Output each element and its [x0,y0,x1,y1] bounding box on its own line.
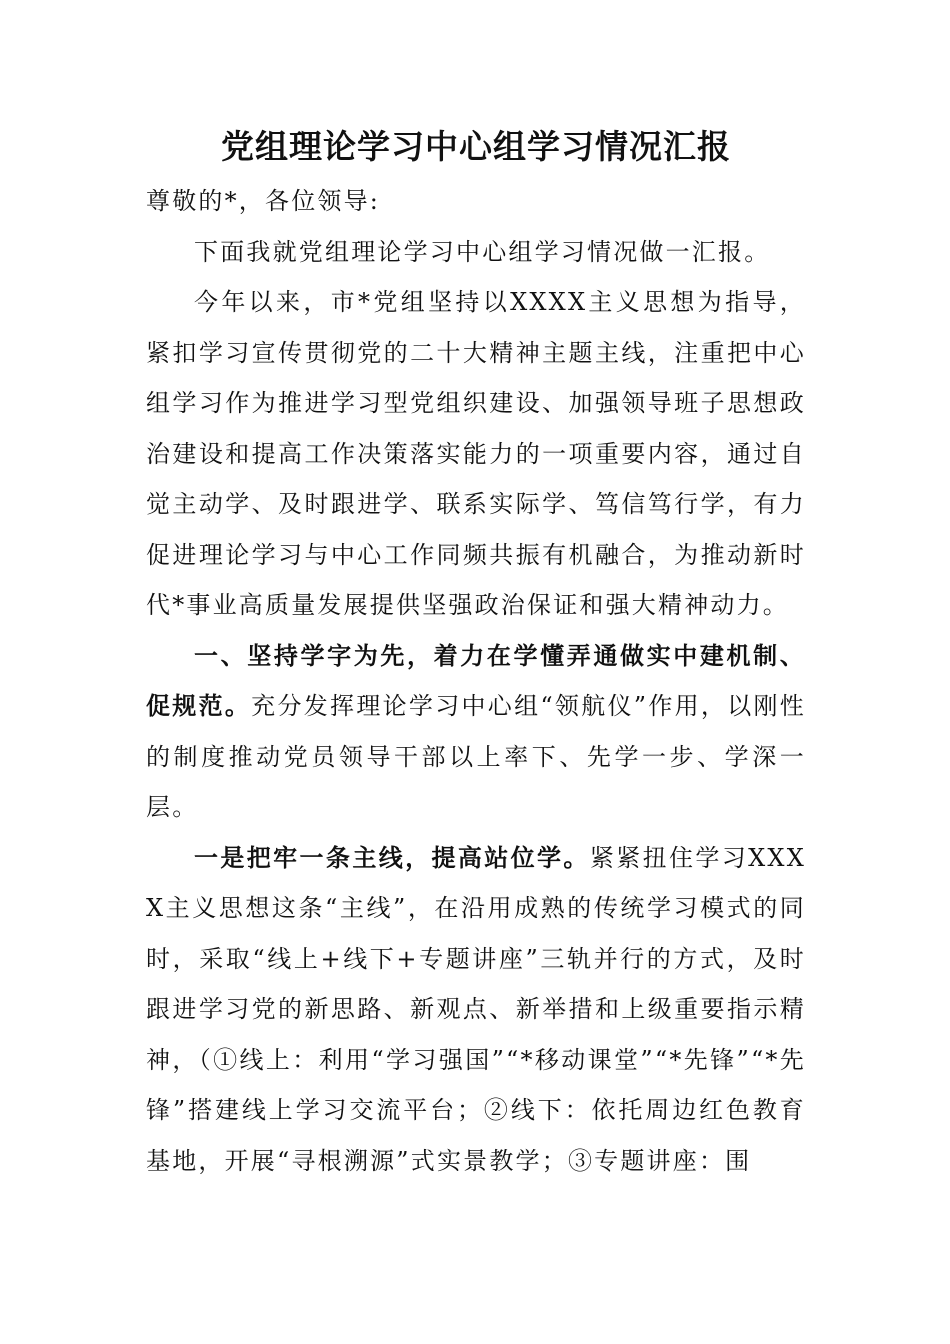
document-title: 党组理论学习中心组学习情况汇报 [221,127,731,166]
section-one-text: 充分发挥理论学习中心组“领航仪”作用，以刚性的制度推动党员领导干部以上率下、先学一步、学深一层。 [146,692,806,821]
section-one-heading: 一、坚持学字为先，着力在学懂弄通做实中建机制、促规范。 [146,640,806,720]
overview-paragraph: 今年以来，市*党组坚持以XXXX主义思想为指导，紧扣学习宣传贯彻党的二十大精神主题主线，注重把中心组学习作为推进学习型党组织建设、加强领导班子思想政治建设和提高工作决策落实能力的一项重要内容，通过自觉主动学、及时跟进学、联系实际学、笃信笃行学，有力促进理论学习与中心工作同频共振有机融合，为推动新时代*事业高质量发展提供坚强政治保证和强大精神动力。 [146,288,806,619]
section-one-paragraph [146,631,806,833]
salutation: 尊敬的*，各位领导: [146,187,381,215]
point-one-heading: 一是把牢一条主线，提高站位学。 [194,842,590,872]
point-one-text: 紧紧扭住学习XXXX主义思想这条“主线”，在沿用成熟的传统学习模式的同时，采取“线上+线下+专题讲座”三轨并行的方式，及时跟进学习党的新思路、新观点、新举措和上级重要指示精神，（①线上：利用“学习强国”“*移动课堂”“*先锋”“*先锋”搭建线上学习交流平台；②线下：依托周边红色教育基地，开展“寻根溯源”式实景教学；③专题讲座：围 [146,843,806,1175]
document-page [146,0,806,1344]
document-body [146,176,806,1186]
intro-paragraph: 下面我就党组理论学习中心组学习情况做一汇报。 [194,237,771,266]
point-one-paragraph [146,833,806,1187]
